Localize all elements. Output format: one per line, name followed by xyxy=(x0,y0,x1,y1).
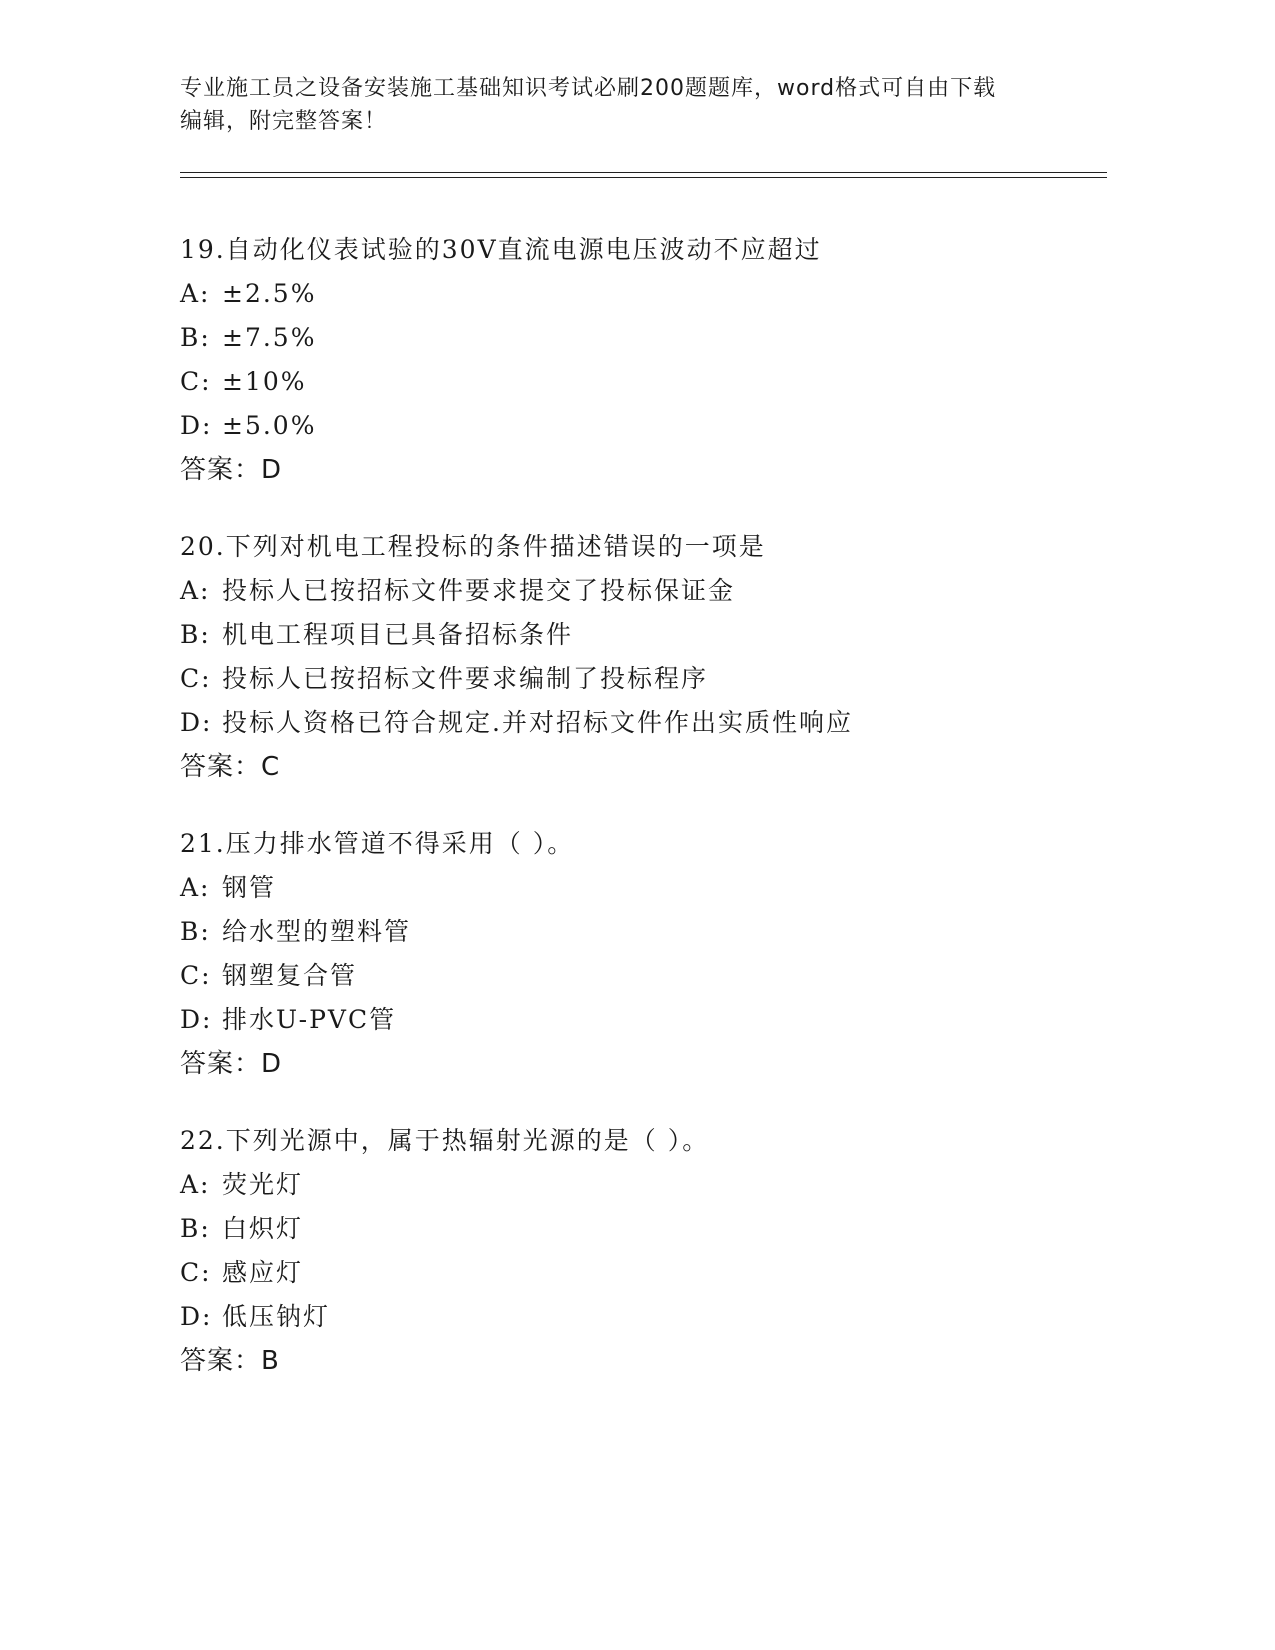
header-divider-bottom xyxy=(180,177,1107,178)
option-letter: B: xyxy=(180,917,211,946)
option-letter: C: xyxy=(180,1258,212,1287)
option-text: 机电工程项目已具备招标条件 xyxy=(222,620,574,649)
option-text: 投标人资格已符合规定.并对招标文件作出实质性响应 xyxy=(222,708,853,737)
option-letter: A: xyxy=(180,576,211,605)
option-letter: B: xyxy=(180,620,211,649)
question-21 xyxy=(180,822,1120,1086)
question-list xyxy=(180,228,1120,1416)
option-text: 白炽灯 xyxy=(222,1214,304,1243)
answer-line: 答案：B xyxy=(180,1346,280,1376)
option-letter: B: xyxy=(180,1214,211,1243)
option-text: 感应灯 xyxy=(222,1258,304,1287)
option-d xyxy=(180,998,1120,1042)
header-line-1: 专业施工员之设备安装施工基础知识考试必刷200题题库，word格式可自由下载 xyxy=(180,76,997,101)
question-19 xyxy=(180,228,1120,492)
option-text: 投标人已按招标文件要求提交了投标保证金 xyxy=(222,576,736,605)
option-letter: A: xyxy=(180,1170,211,1199)
option-a xyxy=(180,1163,1120,1207)
option-d xyxy=(180,404,1120,448)
answer-line: 答案：D xyxy=(180,455,283,485)
option-c xyxy=(180,657,1120,701)
option-b xyxy=(180,316,1120,360)
option-c xyxy=(180,360,1120,404)
option-text: 排水U-PVC管 xyxy=(222,1005,397,1034)
header-divider-top xyxy=(180,172,1107,173)
option-letter: D: xyxy=(180,1005,213,1034)
option-letter: D: xyxy=(180,411,213,440)
option-letter: D: xyxy=(180,1302,213,1331)
option-d xyxy=(180,701,1120,745)
option-text: ±10% xyxy=(222,367,307,396)
question-stem: 19.自动化仪表试验的30V直流电源电压波动不应超过 xyxy=(180,235,822,264)
header-line-2: 编辑，附完整答案！ xyxy=(180,109,388,134)
option-b xyxy=(180,1207,1120,1251)
option-text: 钢管 xyxy=(222,873,277,902)
question-22 xyxy=(180,1119,1120,1383)
option-a xyxy=(180,272,1120,316)
option-b xyxy=(180,910,1120,954)
option-letter: C: xyxy=(180,367,212,396)
option-a xyxy=(180,569,1120,613)
option-letter: C: xyxy=(180,961,212,990)
option-letter: A: xyxy=(180,873,211,902)
option-text: 投标人已按招标文件要求编制了投标程序 xyxy=(222,664,709,693)
option-c xyxy=(180,1251,1120,1295)
answer-line: 答案：C xyxy=(180,752,281,782)
question-stem: 21.压力排水管道不得采用（ ）。 xyxy=(180,829,575,858)
option-text: 钢塑复合管 xyxy=(222,961,358,990)
question-stem: 22.下列光源中，属于热辐射光源的是（ ）。 xyxy=(180,1126,710,1155)
option-text: 荧光灯 xyxy=(222,1170,304,1199)
option-text: ±2.5% xyxy=(222,279,317,308)
answer-line: 答案：D xyxy=(180,1049,283,1079)
option-text: ±5.0% xyxy=(222,411,317,440)
option-text: ±7.5% xyxy=(222,323,317,352)
question-stem: 20.下列对机电工程投标的条件描述错误的一项是 xyxy=(180,532,766,561)
option-letter: C: xyxy=(180,664,212,693)
option-d xyxy=(180,1295,1120,1339)
option-letter: B: xyxy=(180,323,211,352)
option-a xyxy=(180,866,1120,910)
question-20 xyxy=(180,525,1120,789)
document-header xyxy=(180,72,1060,138)
option-letter: D: xyxy=(180,708,213,737)
option-b xyxy=(180,613,1120,657)
option-c xyxy=(180,954,1120,998)
option-text: 低压钠灯 xyxy=(222,1302,331,1331)
option-text: 给水型的塑料管 xyxy=(222,917,412,946)
option-letter: A: xyxy=(180,279,211,308)
